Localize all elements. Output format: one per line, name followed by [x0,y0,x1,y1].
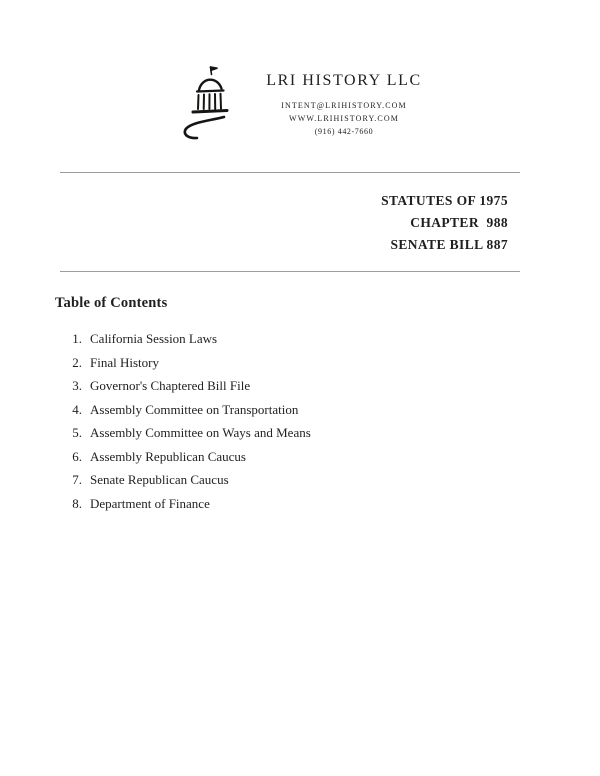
toc-item-label: California Session Laws [90,331,218,346]
toc-item [55,426,540,439]
toc-item [55,379,540,392]
statutes-line: STATUTES OF 1975 [381,193,508,208]
toc-item-label: Governor's Chaptered Bill File [90,378,251,393]
toc-item [55,356,540,369]
case-info-block [60,173,508,271]
bottom-divider [60,271,520,272]
toc-list [55,332,540,510]
toc-item [55,332,540,345]
toc-item-number: 4. [72,401,82,417]
toc-item-number: 7. [72,472,82,487]
company-phone: (916) 442-7660 [314,127,374,136]
toc-item-number: 2. [72,354,82,370]
toc-item-number: 5. [72,425,82,440]
toc-item-label: Department of Finance [90,495,210,511]
chapter-line: CHAPTER 988 [410,215,508,230]
toc-item-number: 6. [72,448,82,464]
toc-item [55,473,540,486]
toc-title: Table of Contents [55,295,168,311]
toc-item-number: 3. [72,378,82,393]
letterhead [0,0,600,146]
contact-block [266,58,422,138]
company-name: LRI HISTORY LLC [266,72,422,89]
capitol-logo-icon [178,64,240,146]
toc-item-label: Senate Republican Caucus [90,472,229,487]
senate-bill-line: SENATE BILL 887 [390,237,508,252]
company-website: WWW.LRIHISTORY.COM [289,114,399,123]
toc-item-label: Assembly Committee on Ways and Means [90,425,311,440]
toc-item-number: 1. [72,331,82,346]
toc-item-label: Assembly Republican Caucus [90,448,246,464]
toc-item-label: Final History [90,354,159,370]
toc-item [55,450,540,463]
toc-item [55,403,540,416]
toc-item-label: Assembly Committee on Transportation [90,401,299,417]
table-of-contents [0,295,600,510]
toc-item [55,497,540,510]
company-email: INTENT@LRIHISTORY.COM [281,101,407,110]
toc-item-number: 8. [72,495,82,511]
